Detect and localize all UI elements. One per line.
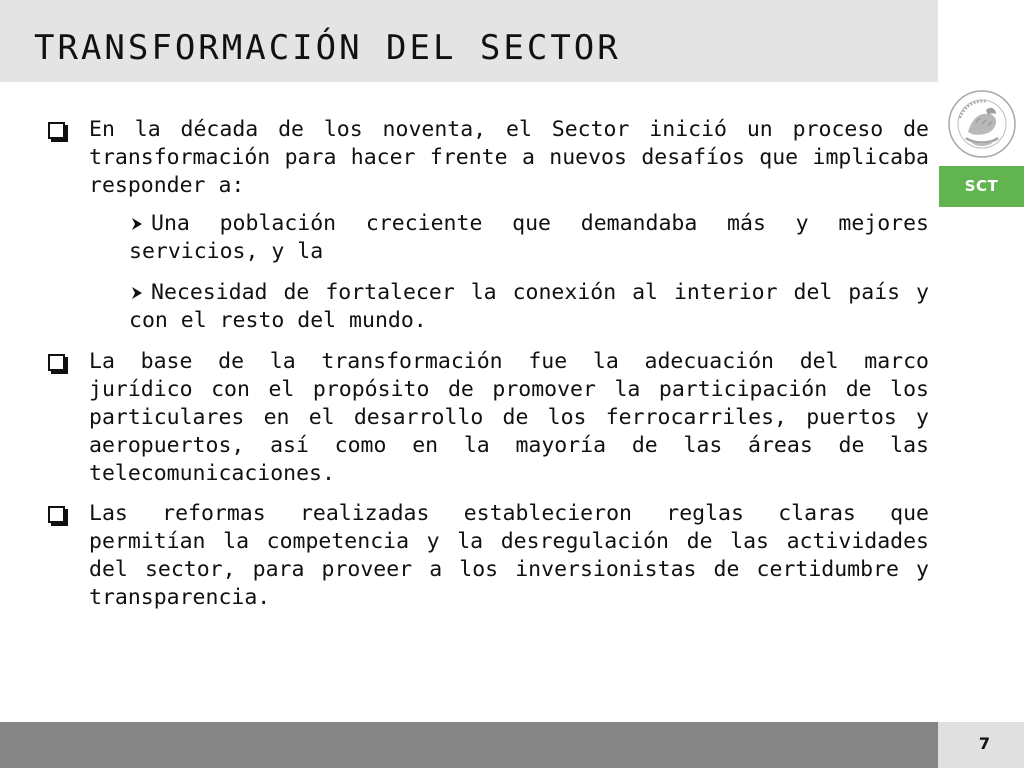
page-number: 7 — [978, 734, 990, 753]
checkbox-icon — [48, 354, 65, 371]
subbullet-item — [129, 210, 929, 266]
footer-bar — [0, 722, 938, 768]
subbullet-text: Necesidad de fortalecer la conexión al interior del país y con el resto del mundo. — [129, 280, 929, 333]
bullet-text: En la década de los noventa, el Sector inició un proceso de transformación para hacer frente a nuevos desafíos que implicaba responder a: — [89, 117, 929, 198]
national-seal-icon — [946, 88, 1018, 160]
page-number-box — [938, 722, 1024, 768]
sct-logo: SCT — [939, 166, 1024, 207]
slide-title: TRANSFORMACIÓN DEL SECTOR — [34, 28, 621, 68]
bullet-text: Las reformas realizadas establecieron reglas claras que permitían la competencia y la desregulación de las actividades del sector, para proveer a los inversionistas de certidumbre y transparencia. — [89, 501, 929, 610]
slide-content — [46, 116, 929, 624]
bullet-item — [46, 500, 929, 612]
checkbox-icon — [48, 122, 65, 139]
bullet-item — [46, 348, 929, 488]
subbullet-text: Una población creciente que demandaba más y mejores servicios, y la — [129, 211, 929, 264]
bullet-text: La base de la transformación fue la adecuación del marco jurídico con el propósito de promover la participación de los particulares en el desarrollo de los ferrocarriles, puertos y aeropuertos, así como en la mayoría de las áreas de las telecomunicaciones. — [89, 349, 929, 486]
checkbox-icon — [48, 506, 65, 523]
arrow-icon — [129, 285, 145, 301]
subbullet-list — [129, 210, 929, 335]
title-bar — [0, 0, 938, 82]
subbullet-item — [129, 279, 929, 335]
bullet-item — [46, 116, 929, 335]
arrow-icon — [129, 216, 145, 232]
